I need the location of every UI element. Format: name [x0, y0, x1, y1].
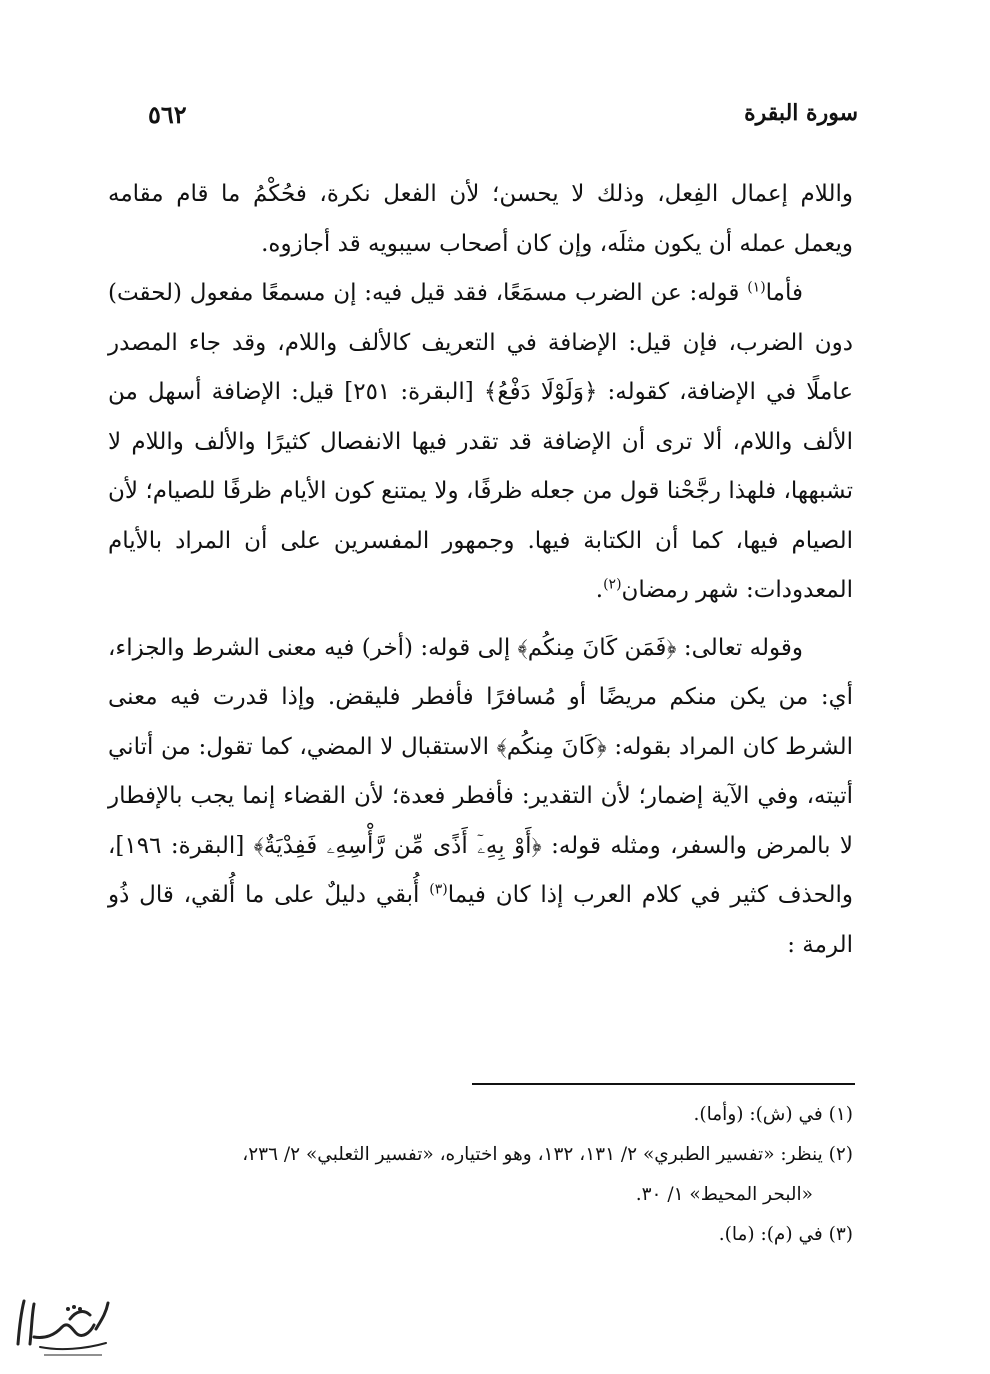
footnote-divider	[472, 1083, 855, 1085]
footnote-1: (١) في (ش): (وأما).	[693, 1104, 853, 1125]
paragraph-1	[108, 170, 853, 269]
footnote-2-continued: «البحر المحيط» ١/ ٣٠.	[635, 1184, 813, 1205]
paragraph-3-end: أُبقي دليلٌ على ما أُلقي، قال ذُو الرمة :	[108, 882, 853, 958]
footnote-ref-2[interactable]: (٢)	[603, 576, 622, 593]
paragraph-2-text: قوله: عن الضرب مسمَعًا، فقد قيل فيه: إن مسمعًا مفعول (لحقت) دون الضرب، فإن قيل: الإضافة في التعريف كالألف واللام، وقد جاء المصدر عاملًا في الإضافة، كقوله: ﴿وَلَوْلَا دَفْعُ﴾ [البقرة: ٢٥١] قيل: الإضافة أسهل من الألف واللام، ألا ترى أن الإضافة قد تقدر فيها الانفصال كثيرًا والألف واللام لا تشبهها، فلهذا رجَّحْنا قول من جعله ظرفًا، ولا يمتنع كون الأيام ظرفًا للصيام؛ لأن الصيام فيها، كما أن الكتابة فيها. وجمهور المفسرين على أن المراد بالأيام المعدودات: شهر رمضان	[108, 280, 853, 603]
footnote-2: (٢) ينظر: «تفسير الطبري» ٢/ ١٣١، ١٣٢، وهو اختياره، «تفسير الثعلبي» ٢/ ٢٣٦،	[242, 1144, 853, 1165]
page-header	[108, 100, 858, 140]
paragraph-2	[108, 269, 853, 616]
footnote-ref-3[interactable]: (٣)	[429, 881, 448, 898]
footnote-ref-1[interactable]: (١)	[747, 279, 766, 296]
main-text	[108, 170, 853, 970]
footnote-3: (٣) في (م): (ما).	[718, 1224, 853, 1245]
paragraph-2-start: فأما	[765, 280, 803, 306]
page-number: ٥٦٢	[148, 100, 187, 129]
surah-title: سورة البقرة	[744, 100, 858, 126]
footnotes	[108, 1095, 853, 1255]
paragraph-3-text: وقوله تعالى: ﴿فَمَن كَانَ مِنكُم﴾ إلى قوله: (أخر) فيه معنى الشرط والجزاء، أي: من يكن منكم مريضًا أو مُسافرًا فأفطر فليقض. وإذا قدرت فيه معنى الشرط كان المراد بقوله: ﴿كَانَ مِنكُم﴾ الاستقبال لا المضي، كما تقول: من أتاني أتيته، وفي الآية إضمار؛ لأن التقدير: فأفطر فعدة؛ لأن القضاء إنما يجب بالإفطار لا بالمرض والسفر، ومثله قوله: ﴿أَوْ بِهِۦٓ أَذًى مِّن رَّأْسِهِۦ فَفِدْيَةٌ﴾ [البقرة: ١٩٦]، والحذف كثير في كلام العرب إذا كان فيما	[108, 634, 853, 908]
paragraph-1-text: واللام إعمال الفِعل، وذلك لا يحسن؛ لأن الفعل نكرة، فحُكْمُ ما قام مقامه ويعمل عمله أن يكون مثلَه، وإن كان أصحاب سيبويه قد أجازوه.	[108, 181, 853, 257]
almostaha-logo-icon	[10, 1289, 115, 1359]
paragraph-3	[108, 624, 853, 971]
paragraph-2-end: .	[595, 577, 604, 603]
